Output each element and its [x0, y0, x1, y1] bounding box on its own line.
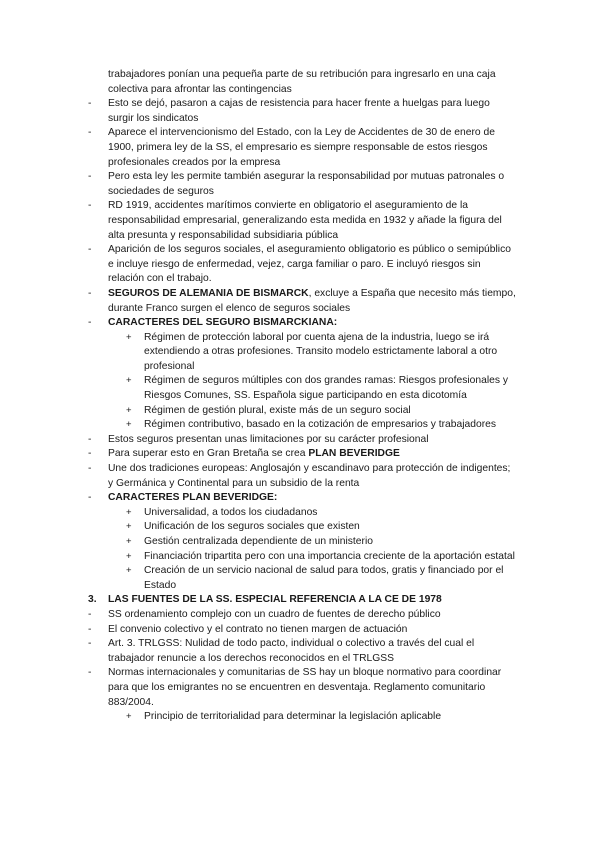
- section-number: 3.: [88, 594, 97, 606]
- dash-marker: -: [88, 171, 92, 183]
- beveridge-term: PLAN BEVERIDGE: [308, 448, 400, 460]
- list-item: [0, 170, 516, 199]
- plus-marker: +: [126, 711, 132, 723]
- list-item-text: Estos seguros presentan unas limitaciones por su carácter profesional: [108, 433, 429, 445]
- list-item-text: Aparece el intervencionismo del Estado, con la Ley de Accidentes de 30 de enero de 1900, primera ley de la SS, el empresario es siempre responsable de estos riesgos profesionales creados por la empresa: [108, 127, 495, 168]
- dash-marker: -: [88, 98, 92, 110]
- list-item-text: RD 1919, accidentes marítimos convierte en obligatorio el aseguramiento de la responsabilidad empresarial, generalizando esta medida en 1932 y añade la figura del alta presunta y responsabilidad subsidiaria pública: [108, 200, 502, 241]
- list-item-text: Esto se dejó, pasaron a cajas de resistencia para hacer frente a huelgas para luego surgir los sindicatos: [108, 98, 490, 124]
- list-item: [0, 97, 516, 126]
- list-item: [0, 447, 516, 462]
- list-item: [0, 68, 516, 97]
- sub-list-item-text: Financiación tripartita pero con una importancia creciente de la aportación estatal: [144, 550, 515, 562]
- list-item: [0, 126, 516, 170]
- bismarck-characteristics-heading: CARACTERES DEL SEGURO BISMARCKIANA:: [108, 317, 338, 329]
- sub-list-item: [0, 506, 516, 521]
- sub-list-item: [0, 710, 516, 725]
- dash-marker: -: [88, 463, 92, 475]
- sub-list-item-text: Principio de territorialidad para determinar la legislación aplicable: [144, 711, 442, 723]
- dash-marker: -: [88, 127, 92, 139]
- sub-list-item: [0, 520, 516, 535]
- dash-marker: -: [88, 244, 92, 256]
- list-item: [0, 637, 516, 666]
- list-item-text: Normas internacionales y comunitarias de SS hay un bloque normativo para coordinar para que los emigrantes no se encuentren en desventaja. Reglamento comunitario 883/2004.: [108, 667, 502, 708]
- plus-marker: +: [126, 565, 132, 577]
- plus-marker: +: [126, 375, 132, 387]
- sub-list-item: [0, 550, 516, 565]
- section-heading: [0, 593, 516, 608]
- dash-marker: -: [88, 287, 92, 299]
- dash-marker: -: [88, 492, 92, 504]
- dash-marker: -: [88, 200, 92, 212]
- list-item-text: SS ordenamiento complejo con un cuadro de fuentes de derecho público: [108, 608, 441, 620]
- sub-list-item-text: Universalidad, a todos los ciudadanos: [144, 506, 318, 518]
- sub-list-item: [0, 535, 516, 550]
- dash-marker: -: [88, 433, 92, 445]
- plus-marker: +: [126, 506, 132, 518]
- list-item: [0, 199, 516, 243]
- plus-marker: +: [126, 419, 132, 431]
- sub-list-item: [0, 564, 516, 593]
- list-item: [0, 433, 516, 448]
- sub-list-item: [0, 418, 516, 433]
- plus-marker: +: [126, 331, 132, 343]
- list-item-text: Aparición de los seguros sociales, el aseguramiento obligatorio es público o semipúblico e incluye riesgo de enfermedad, vejez, carga familiar o paro. E incluyó riesgos sin relación con el trabajo.: [108, 244, 511, 285]
- list-item-text: Pero esta ley les permite también asegurar la responsabilidad por mutuas patronales o sociedades de seguros: [108, 171, 505, 197]
- list-item: [0, 666, 516, 710]
- bismarck-heading: SEGUROS DE ALEMANIA DE BISMARCK: [108, 287, 309, 299]
- list-item: [0, 462, 516, 491]
- document-body: [0, 68, 600, 725]
- dash-marker: -: [88, 448, 92, 460]
- sub-list-item-text: Unificación de los seguros sociales que existen: [144, 521, 360, 533]
- sub-list-item-text: Gestión centralizada dependiente de un ministerio: [144, 536, 373, 547]
- sub-list-item-text: Creación de un servicio nacional de salud para todos, gratis y financiado por el Estado: [144, 565, 504, 591]
- dash-marker: -: [88, 317, 92, 329]
- list-item: [0, 287, 516, 316]
- list-item: [0, 491, 516, 506]
- beveridge-characteristics-heading: CARACTERES PLAN BEVERIDGE:: [108, 492, 278, 504]
- list-item-text: El convenio colectivo y el contrato no tienen margen de actuación: [108, 623, 408, 635]
- list-item-text: Art. 3. TRLGSS: Nulidad de todo pacto, individual o colectivo a través del cual el trabajador renuncie a los derechos reconocidos en el TRLGSS: [108, 638, 475, 664]
- plus-marker: +: [126, 521, 132, 533]
- dash-marker: -: [88, 667, 92, 679]
- list-item: [0, 243, 516, 287]
- dash-marker: -: [88, 608, 92, 620]
- section-title: LAS FUENTES DE LA SS. ESPECIAL REFERENCIA A LA CE DE 1978: [108, 594, 442, 606]
- sub-list-item-text: Régimen de seguros múltiples con dos grandes ramas: Riesgos profesionales y Riesgos Comunes, SS. Española sigue participando en esta dicotomía: [144, 375, 509, 402]
- plus-marker: +: [126, 536, 132, 547]
- dash-marker: -: [88, 638, 92, 650]
- sub-list-item: [0, 374, 516, 403]
- sub-list-item-text: Régimen de protección laboral por cuenta ajena de la industria, luego se irá extendiendo a otras profesiones. Transito modelo estrictamente laboral a otro profesional: [144, 331, 498, 372]
- dash-marker: -: [88, 623, 92, 635]
- list-item-text: Para superar esto en Gran Bretaña se crea: [108, 448, 309, 460]
- sub-list-item-text: Régimen contributivo, basado en la cotización de empresarios y trabajadores: [144, 419, 497, 431]
- list-item-text: trabajadores ponían una pequeña parte de su retribución para ingresarlo en una caja colectiva para afrontar las contingencias: [108, 69, 496, 95]
- list-item: [0, 608, 516, 623]
- sub-list-item-text: Régimen de gestión plural, existe más de un seguro social: [144, 404, 411, 416]
- plus-marker: +: [126, 404, 132, 416]
- list-item-text: Une dos tradiciones europeas: Anglosajón y escandinavo para protección de indigentes; y Germánica y Continental para un subsidio de la renta: [108, 463, 511, 489]
- sub-list-item: [0, 331, 516, 375]
- plus-marker: +: [126, 550, 132, 562]
- list-item: [0, 316, 516, 331]
- list-item-text: , excluye a España que necesito más tiempo, durante Franco surgen el elenco de seguros sociales: [108, 287, 516, 314]
- list-item: [0, 623, 516, 638]
- sub-list-item: [0, 404, 516, 419]
